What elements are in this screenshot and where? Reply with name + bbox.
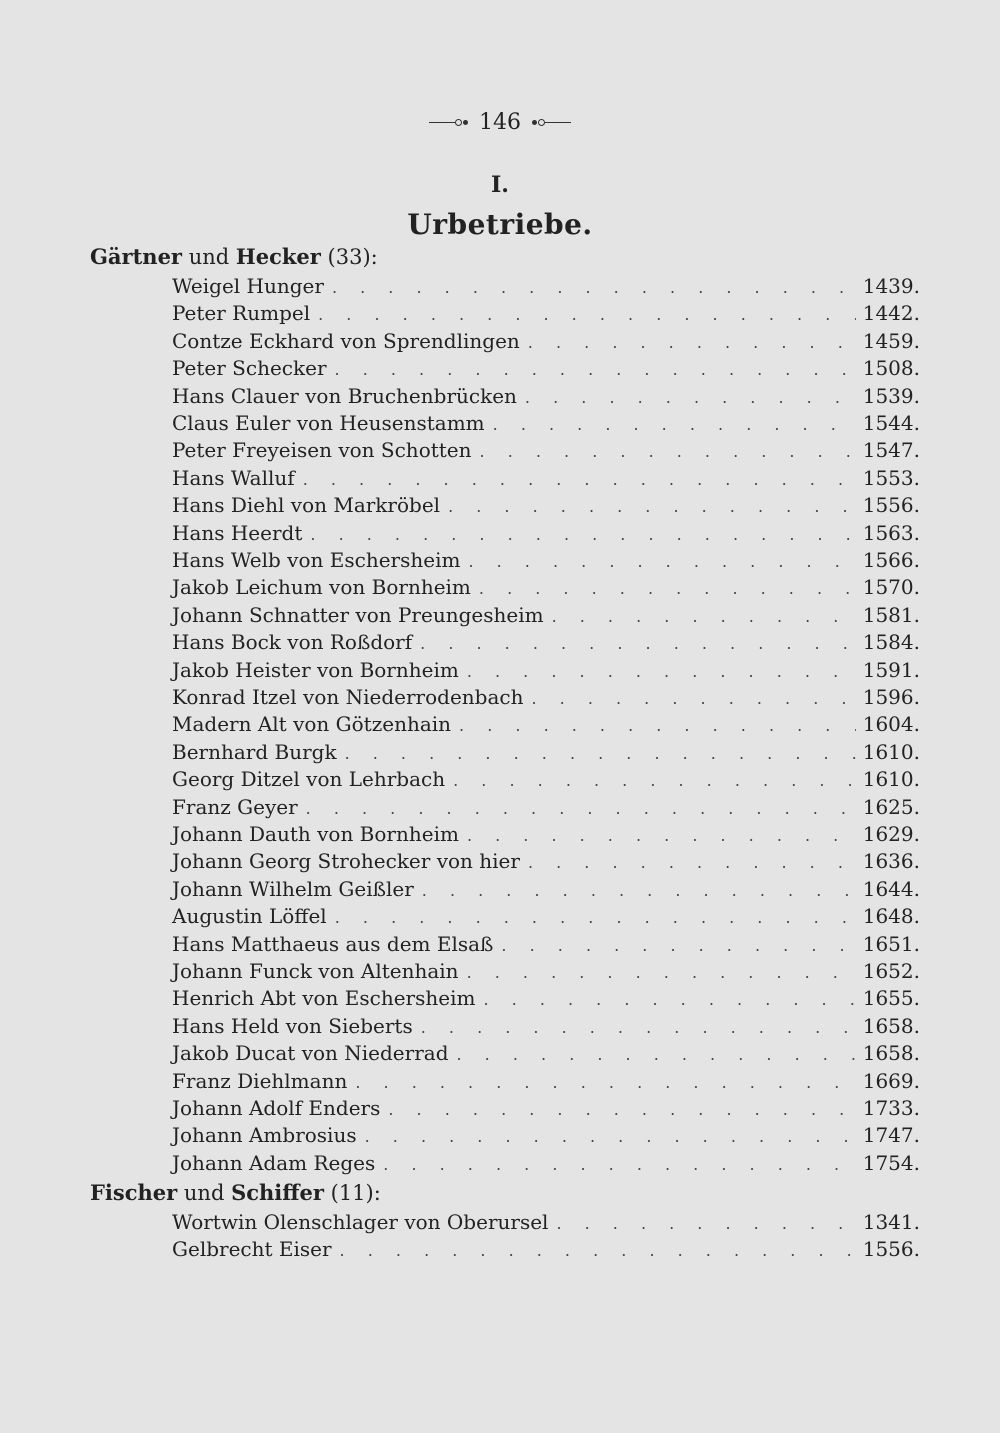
list-item: [172, 985, 920, 1012]
entry-name: Bernhard Burgk: [172, 739, 337, 764]
dot-leader: [306, 795, 856, 822]
page-number: 146: [479, 110, 521, 135]
entry-name: Hans Diehl von Markröbel: [172, 493, 441, 518]
entry-name: Johann Adolf Enders: [172, 1096, 381, 1120]
entry-year: 1566.: [862, 548, 920, 572]
list-item: [172, 1095, 920, 1122]
entry-name: Augustin Löffel: [172, 904, 327, 929]
dot-leader: [318, 301, 856, 328]
entry-year: 1539.: [862, 383, 920, 408]
entry-name: Peter Rumpel: [172, 301, 311, 326]
entry-name: Madern Alt von Götzenhain: [172, 712, 452, 737]
entry-name: Jakob Leichum von Bornheim: [172, 575, 471, 600]
list-item: [172, 848, 920, 875]
list-item: [172, 794, 920, 821]
entry-year: 1610.: [862, 739, 920, 764]
list-item: [172, 273, 920, 300]
entry-name: Claus Euler von Heusenstamm: [172, 411, 485, 435]
entry-name: Peter Freyeisen von Schotten: [172, 438, 472, 463]
list-item: [172, 739, 920, 766]
group-name: Gärtner: [90, 244, 182, 269]
dot-leader: [528, 329, 856, 356]
list-item: [172, 1013, 920, 1040]
dot-leader: [501, 932, 856, 959]
list-item: [172, 1040, 920, 1067]
entry-year: 1636.: [862, 849, 920, 874]
dot-leader: [303, 466, 856, 493]
dot-leader: [453, 767, 856, 794]
list-item: [172, 492, 920, 519]
entry-name: Johann Funck von Altenhain: [172, 959, 459, 983]
entry-year: 1669.: [862, 1068, 920, 1093]
dot-leader: [525, 384, 856, 411]
list-item: [172, 711, 920, 738]
entry-name: Johann Wilhelm Geißler: [172, 876, 414, 901]
entry-year: 1754.: [862, 1150, 920, 1175]
group-count: (11):: [330, 1181, 381, 1205]
dot-leader: [552, 603, 856, 630]
entry-year: 1655.: [862, 986, 920, 1011]
dot-leader: [528, 849, 856, 876]
dot-leader: [467, 959, 856, 986]
dot-leader: [457, 1041, 857, 1068]
page-header: [0, 110, 1000, 135]
entry-name: Wortwin Olenschlager von Oberursel: [172, 1210, 549, 1234]
dot-leader: [340, 1237, 856, 1264]
group-heading: [90, 1180, 381, 1205]
list-item: [172, 931, 920, 958]
list-item: [172, 629, 920, 656]
dot-leader: [467, 822, 856, 849]
dot-leader: [468, 548, 856, 575]
entry-year: 1544.: [862, 411, 920, 435]
list-item: [172, 355, 920, 382]
entry-year: 1508.: [862, 356, 920, 381]
entry-year: 1581.: [862, 602, 920, 627]
entry-year: 1658.: [862, 1013, 920, 1038]
dot-leader: [483, 986, 856, 1013]
entry-name: Hans Clauer von Bruchenbrücken: [172, 383, 517, 408]
list-item: [172, 465, 920, 492]
entry-year: 1563.: [862, 520, 920, 545]
list-item: [172, 437, 920, 464]
list-item: [172, 410, 920, 437]
list-item: [172, 1068, 920, 1095]
entry-name: Henrich Abt von Eschersheim: [172, 986, 476, 1011]
list-item: [172, 903, 920, 930]
list-item: [172, 383, 920, 410]
list-item: [172, 958, 920, 985]
group-name-second: Schiffer: [231, 1180, 324, 1205]
entry-name: Johann Adam Reges: [172, 1150, 376, 1175]
dot-leader: [531, 685, 856, 712]
dot-leader: [480, 438, 856, 465]
group-connector: und: [183, 1181, 225, 1205]
section-title: Urbetriebe.: [407, 208, 593, 241]
dot-leader: [365, 1123, 856, 1150]
entry-year: 1604.: [862, 712, 920, 737]
entry-year: 1591.: [862, 657, 920, 682]
dot-leader: [335, 904, 856, 931]
section-number: I.: [491, 172, 509, 198]
dot-leader: [420, 630, 856, 657]
list-item: [172, 821, 920, 848]
list-item: [172, 1150, 920, 1177]
entry-year: 1570.: [862, 575, 920, 600]
entry-name: Hans Matthaeus aus dem Elsaß: [172, 931, 494, 956]
entry-year: 1341.: [862, 1210, 920, 1234]
entry-name: Hans Welb von Eschersheim: [172, 548, 461, 572]
dot-leader: [355, 1069, 856, 1096]
entry-year: 1651.: [862, 931, 920, 956]
entry-name: Franz Geyer: [172, 794, 298, 819]
entry-year: 1556.: [862, 493, 920, 518]
entry-year: 1610.: [862, 767, 920, 792]
entry-name: Weigel Hunger: [172, 274, 324, 298]
dot-leader: [310, 521, 856, 548]
dot-leader: [459, 712, 856, 739]
dot-leader: [493, 411, 856, 438]
entry-year: 1629.: [862, 822, 920, 846]
entry-year: 1652.: [862, 959, 920, 983]
entry-year: 1459.: [862, 328, 920, 353]
dot-leader: [345, 740, 856, 767]
dot-leader: [479, 575, 856, 602]
left-ornament-icon: [429, 119, 469, 126]
dot-leader: [332, 274, 856, 301]
group-name: Fischer: [90, 1180, 178, 1205]
entry-year: 1584.: [862, 630, 920, 655]
entry-name: Georg Ditzel von Lehrbach: [172, 767, 446, 792]
entry-name: Peter Schecker: [172, 356, 327, 381]
entry-name: Hans Held von Sieberts: [172, 1013, 413, 1038]
list-item: [172, 657, 920, 684]
entry-year: 1644.: [862, 876, 920, 901]
list-item: [172, 876, 920, 903]
group-heading: [90, 244, 378, 269]
entry-name: Johann Dauth von Bornheim: [172, 822, 459, 846]
entry-year: 1553.: [862, 465, 920, 490]
entry-name: Jakob Ducat von Niederrad: [172, 1041, 449, 1066]
entry-name: Johann Schnatter von Preungesheim: [172, 602, 544, 627]
dot-leader: [388, 1096, 856, 1123]
entry-year: 1625.: [862, 794, 920, 819]
list-item: [172, 520, 920, 547]
dot-leader: [556, 1210, 856, 1237]
entry-year: 1596.: [862, 685, 920, 709]
entry-name: Konrad Itzel von Niederrodenbach: [172, 685, 524, 709]
entry-name: Hans Heerdt: [172, 520, 303, 545]
dot-leader: [467, 658, 856, 685]
entry-year: 1658.: [862, 1041, 920, 1066]
list-item: [172, 574, 920, 601]
list-item: [172, 1236, 920, 1263]
group-connector: und: [188, 245, 230, 269]
list-item: [172, 1209, 920, 1236]
entry-name: Contze Eckhard von Sprendlingen: [172, 328, 520, 353]
group-count: (33):: [327, 245, 378, 269]
list-item: [172, 300, 920, 327]
entry-name: Franz Diehlmann: [172, 1068, 348, 1093]
list-item: [172, 684, 920, 711]
entry-year: 1747.: [862, 1123, 920, 1148]
entry-year: 1547.: [862, 438, 920, 463]
entry-year: 1733.: [862, 1096, 920, 1120]
entry-year: 1556.: [862, 1237, 920, 1262]
list-item: [172, 766, 920, 793]
entry-name: Hans Walluf: [172, 465, 295, 490]
entry-year: 1439.: [862, 274, 920, 298]
entry-name: Johann Ambrosius: [172, 1123, 357, 1148]
entry-name: Gelbrecht Eiser: [172, 1237, 332, 1262]
list-item: [172, 547, 920, 574]
group-name-second: Hecker: [235, 244, 321, 269]
dot-leader: [448, 493, 856, 520]
entry-year: 1648.: [862, 904, 920, 929]
entry-year: 1442.: [862, 301, 920, 326]
list-item: [172, 328, 920, 355]
dot-leader: [335, 356, 856, 383]
entry-name: Johann Georg Strohecker von hier: [172, 849, 520, 874]
dot-leader: [421, 1014, 856, 1041]
entry-name: Hans Bock von Roßdorf: [172, 630, 413, 655]
list-item: [172, 602, 920, 629]
dot-leader: [422, 877, 856, 904]
dot-leader: [383, 1151, 856, 1178]
entry-name: Jakob Heister von Bornheim: [172, 657, 459, 682]
right-ornament-icon: [531, 119, 571, 126]
list-item: [172, 1122, 920, 1149]
